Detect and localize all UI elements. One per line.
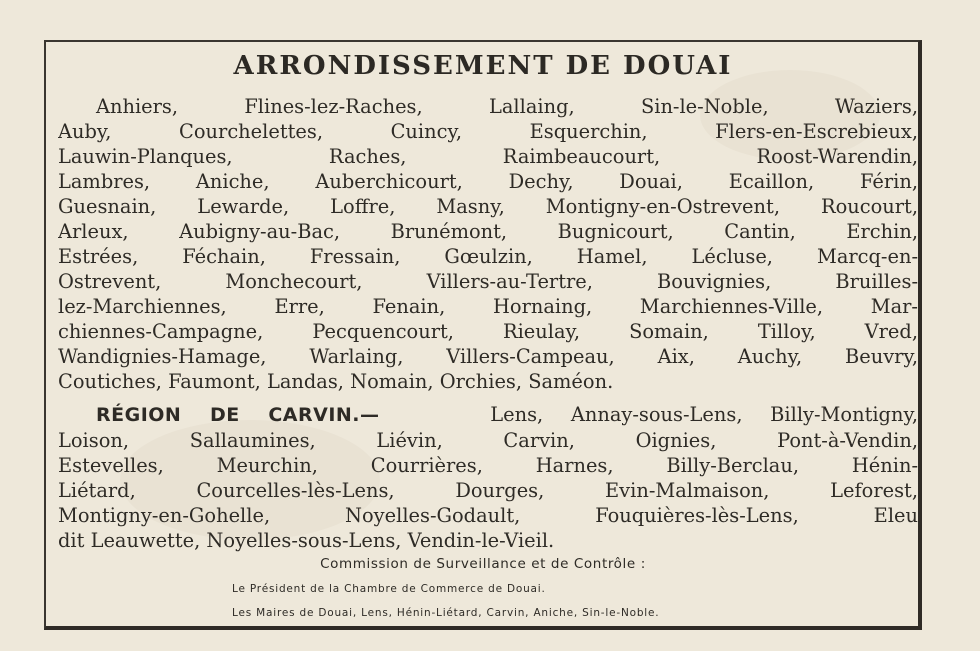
commune-line: Loison, Sallaumines, Liévin, Carvin, Oignies, Pont-à-Vendin, [58,429,918,452]
arrondissement-communes [58,94,918,394]
region-first-line [58,402,918,428]
commune-line: dit Leauwette, Noyelles-sous-Lens, Vendin-le-Vieil. [58,529,555,552]
carvin-communes [58,402,918,553]
commune-line: Auby, Courchelettes, Cuincy, Esquerchin, Flers-en-Escrebieux, [58,120,918,143]
president-line: Le Président de la Chambre de Commerce de Douai. [232,583,546,595]
commune-line: Anhiers, Flines-lez-Raches, Lallaing, Sin-le-Noble, Waziers, [96,95,918,118]
commune-line: Lambres, Aniche, Auberchicourt, Dechy, Douai, Ecaillon, Férin, [58,170,918,193]
commune-line: Estrées, Féchain, Fressain, Gœulzin, Hamel, Lécluse, Marcq-en- [58,245,918,268]
commune-line: Estevelles, Meurchin, Courrières, Harnes, Billy-Berclau, Hénin- [58,454,918,477]
commune-line: Coutiches, Faumont, Landas, Nomain, Orchies, Saméon. [58,370,614,393]
commune-line: Guesnain, Lewarde, Loffre, Masny, Montigny-en-Ostrevent, Roucourt, [58,195,918,218]
commune-line: Liétard, Courcelles-lès-Lens, Dourges, Evin-Malmaison, Leforest, [58,479,918,502]
commune-line: Lens, Annay-sous-Lens, Billy-Montigny, [490,403,918,426]
commune-line: chiennes-Campagne, Pecquencourt, Rieulay, Somain, Tilloy, Vred, [58,320,918,343]
commune-line: Arleux, Aubigny-au-Bac, Brunémont, Bugnicourt, Cantin, Erchin, [58,220,918,243]
commune-line: Ostrevent, Monchecourt, Villers-au-Tertre, Bouvignies, Bruilles- [58,270,918,293]
commission-heading: Commission de Surveillance et de Contrôle : [320,556,646,572]
commune-line: Montigny-en-Gohelle, Noyelles-Godault, Fouquières-lès-Lens, Eleu [58,504,918,527]
commune-line: Lauwin-Planques, Raches, Raimbeaucourt, Roost-Warendin, [58,145,918,168]
commune-line: lez-Marchiennes, Erre, Fenain, Hornaing, Marchiennes-Ville, Mar- [58,295,918,318]
maires-line: Les Maires de Douai, Lens, Hénin-Liétard, Carvin, Aniche, Sin-le-Noble. [232,607,660,619]
region-heading: RÉGION DE CARVIN.— [96,404,380,426]
commune-line: Wandignies-Hamage, Warlaing, Villers-Campeau, Aix, Auchy, Beuvry, [58,345,918,368]
document-title: ARRONDISSEMENT DE DOUAI [233,51,733,81]
